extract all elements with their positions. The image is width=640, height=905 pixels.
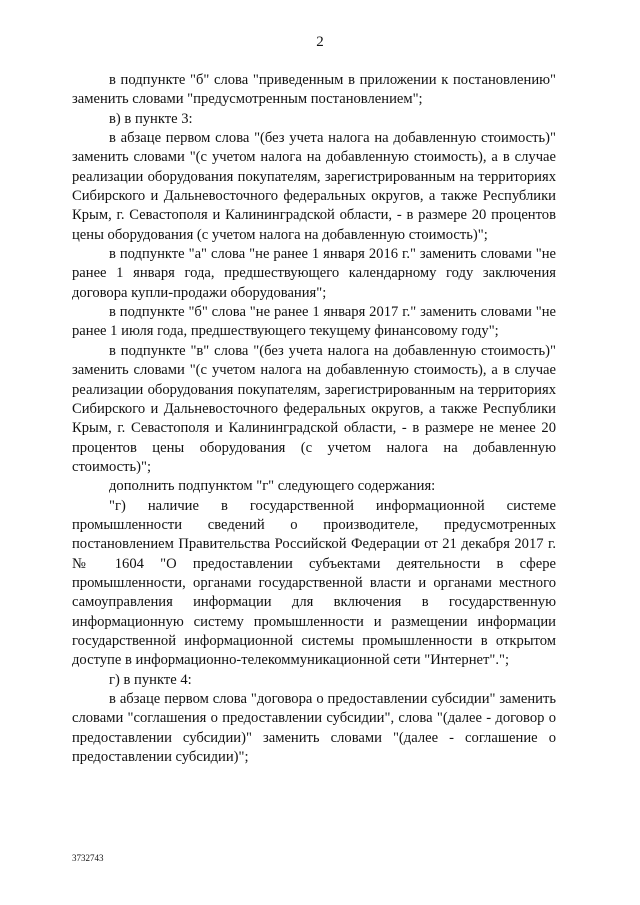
paragraph: в абзаце первом слова "(без учета налога на добавленную стоимость)" заменить словами "(с учетом налога на добавленную стоимость), а в случае реализации оборудования покупателям, зарегистрированным на территориях Сибирского и Дальневосточного федеральных округов, а также Республики Крым, г. Севастополя и Калининградской области, - в размере 20 процентов цены оборудования (с учетом налога на добавленную стоимость)";	[72, 130, 556, 243]
paragraph: в подпункте "б" слова "приведенным в приложении к постановлению" заменить словами "предусмотренным постановлением";	[72, 72, 556, 108]
paragraph: в абзаце первом слова "договора о предоставлении субсидии" заменить словами "соглашения о предоставлении субсидии", слова "(далее - договор о предоставлении субсидии)" заменить словами "(далее - соглашение о предоставлении субсидии)";	[72, 691, 556, 766]
paragraph: в подпункте "а" слова "не ранее 1 января 2016 г." заменить словами "не ранее 1 января года, предшествующего календарному году заключения договора купли-продажи оборудования";	[72, 246, 556, 301]
paragraph: "г) наличие в государственной информационной системе промышленности сведений о производителе, предусмотренных постановлением Правительства Российской Федерации от 21 декабря 2017 г. № 1604 "О предоставлении субъектами деятельности в сфере промышленности, органами государственной власти и органами местного самоуправления информации для включения в государственную информационную систему промышленности и размещении информации государственной информационной системы промышленности в открытом доступе в информационно-телекоммуникационной сети "Интернет".";	[72, 497, 556, 669]
paragraph: дополнить подпунктом "г" следующего содержания:	[109, 478, 436, 495]
paragraph: в подпункте "в" слова "(без учета налога на добавленную стоимость)" заменить словами "(с учетом налога на добавленную стоимость), а в случае реализации оборудования покупателям, зарегистрированным на территориях Сибирского и Дальневосточного федеральных округов, а также Республики Крым, г. Севастополя и Калининградской области, - в размере не менее 20 процентов цены оборудования (с учетом налога на добавленную стоимость)";	[72, 342, 556, 475]
page-number: 2	[316, 34, 324, 50]
document-body	[72, 71, 556, 767]
paragraph: в) в пункте 3:	[109, 110, 193, 127]
paragraph: г) в пункте 4:	[109, 671, 192, 688]
document-code: 3732743	[72, 853, 104, 863]
paragraph: в подпункте "б" слова "не ранее 1 января 2017 г." заменить словами "не ранее 1 июля года, предшествующего текущему финансовому году";	[72, 304, 556, 340]
